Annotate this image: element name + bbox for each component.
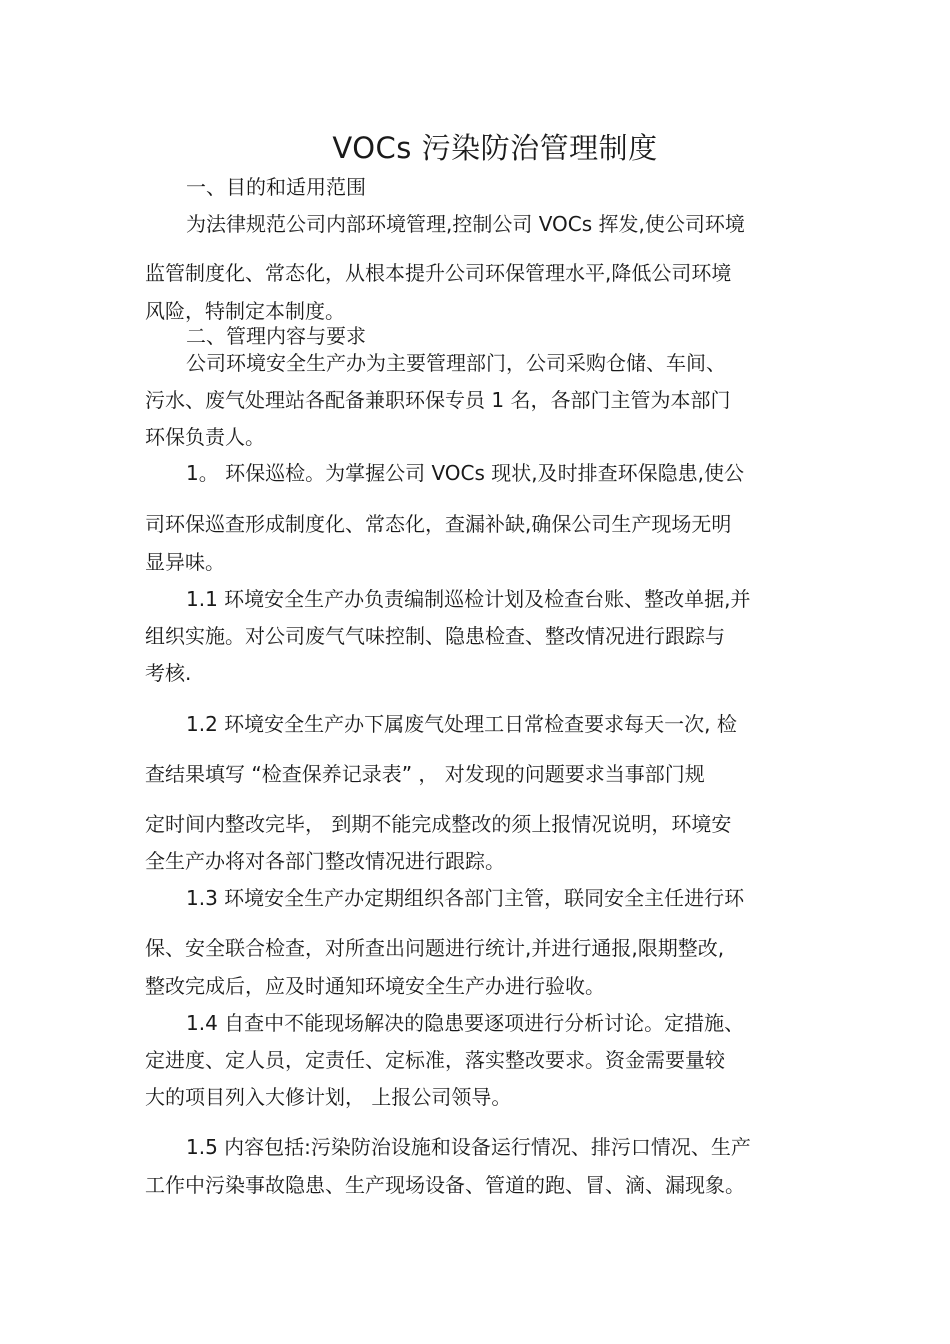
- paragraph-line: 公司环境安全生产办为主要管理部门，公司采购仓储、车间、: [186, 351, 726, 375]
- paragraph-line: 查结果填写 “检查保养记录表” ， 对发现的问题要求当事部门规: [145, 762, 705, 786]
- paragraph-line: 1。 环保巡检。为掌握公司 VOCs 现状,及时排查环保隐患,使公: [186, 461, 744, 485]
- paragraph-line: 定进度、定人员，定责任、定标准，落实整改要求。资金需要量较: [145, 1048, 725, 1072]
- paragraph-line: 为法律规范公司内部环境管理,控制公司 VOCs 挥发,使公司环境: [186, 212, 745, 236]
- paragraph-line: 1.2 环境安全生产办下属废气处理工日常检查要求每天一次, 检: [186, 712, 737, 736]
- paragraph-line: 全生产办将对各部门整改情况进行跟踪。: [145, 849, 505, 873]
- paragraph-line: 污水、废气处理站各配备兼职环保专员 1 名，各部门主管为本部门: [145, 388, 731, 412]
- section-heading-management: 二、管理内容与要求: [186, 324, 366, 348]
- paragraph-line: 监管制度化、常态化，从根本提升公司环保管理水平,降低公司环境: [145, 261, 732, 285]
- section-heading-purpose: 一、目的和适用范围: [186, 175, 366, 199]
- paragraph-line: 考核.: [145, 661, 192, 685]
- paragraph-line: 1.4 自查中不能现场解决的隐患要逐项进行分析讨论。定措施、: [186, 1011, 745, 1035]
- paragraph-line: 1.5 内容包括:污染防治设施和设备运行情况、排污口情况、生产: [186, 1135, 751, 1159]
- paragraph-line: 司环保巡查形成制度化、常态化，查漏补缺,确保公司生产现场无明: [145, 512, 732, 536]
- paragraph-line: 大的项目列入大修计划， 上报公司领导。: [145, 1085, 512, 1109]
- paragraph-line: 环保负责人。: [145, 425, 265, 449]
- paragraph-line: 整改完成后，应及时通知环境安全生产办进行验收。: [145, 974, 605, 998]
- paragraph-line: 组织实施。对公司废气气味控制、隐患检查、整改情况进行跟踪与: [145, 624, 725, 648]
- paragraph-line: 保、安全联合检查，对所查出问题进行统计,并进行通报,限期整改,: [145, 936, 725, 960]
- paragraph-line: 1.3 环境安全生产办定期组织各部门主管，联同安全主任进行环: [186, 886, 745, 910]
- document-title: VOCs 污染防治管理制度: [332, 131, 658, 165]
- paragraph-line: 工作中污染事故隐患、生产现场设备、管道的跑、冒、滴、漏现象。: [145, 1173, 745, 1197]
- paragraph-line: 风险，特制定本制度。: [145, 299, 345, 323]
- paragraph-line: 1.1 环境安全生产办负责编制巡检计划及检查台账、整改单据,并: [186, 587, 751, 611]
- paragraph-line: 定时间内整改完毕， 到期不能完成整改的须上报情况说明，环境安: [145, 812, 732, 836]
- paragraph-line: 显异味。: [145, 550, 225, 574]
